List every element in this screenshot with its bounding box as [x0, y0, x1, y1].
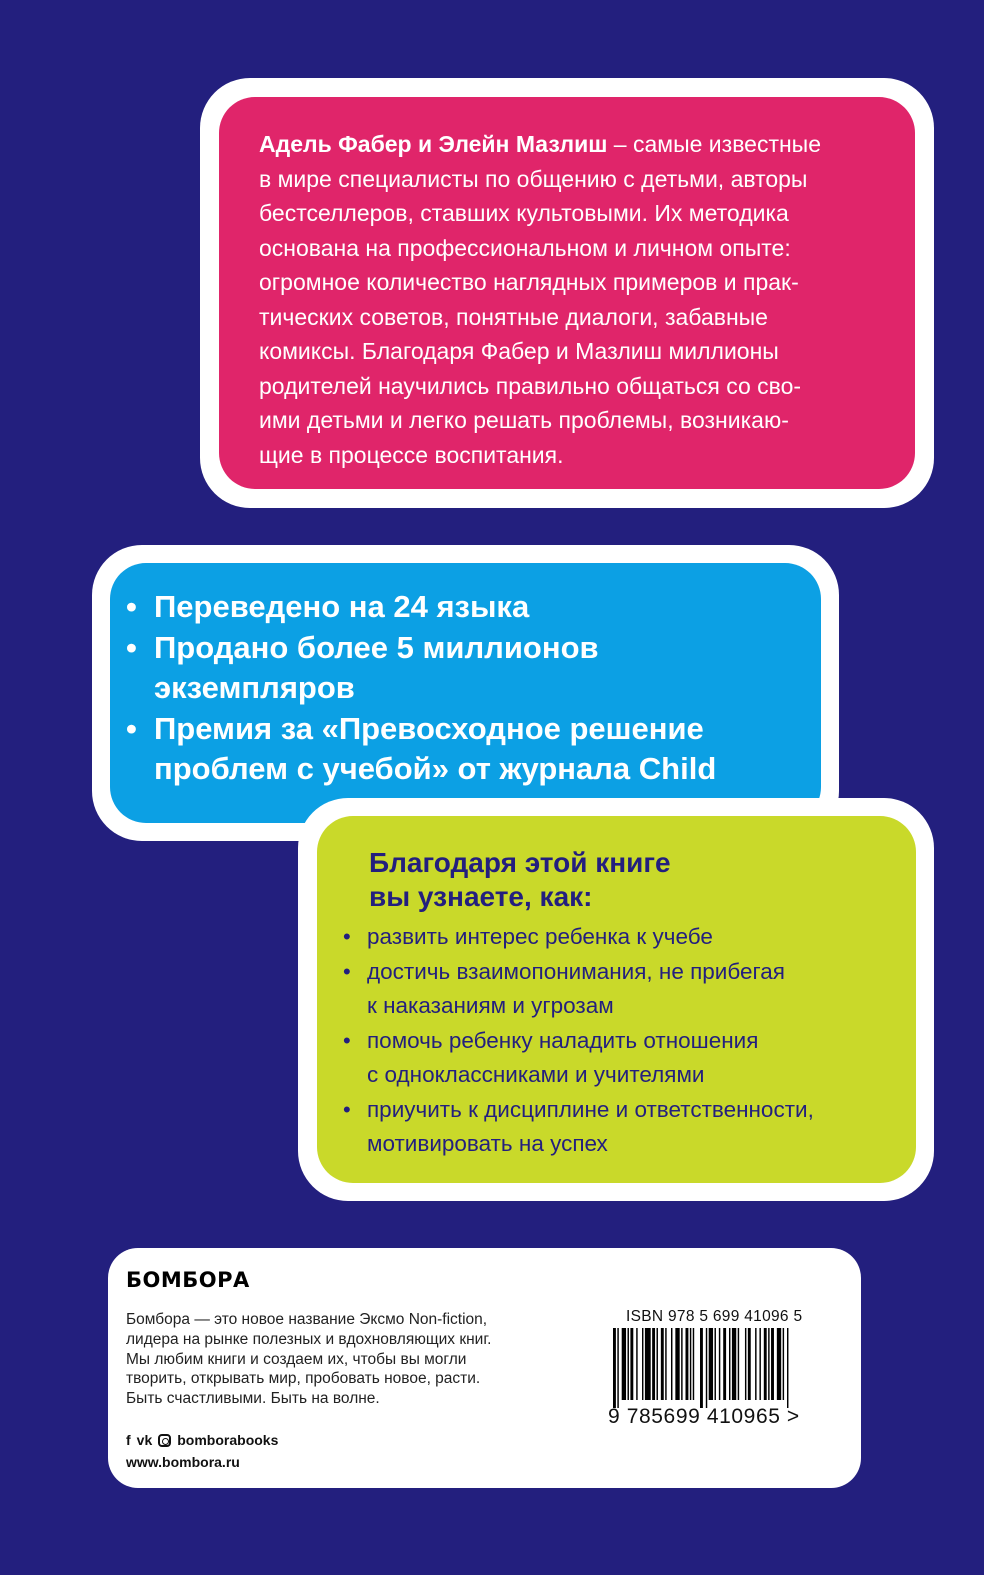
highlight-text: экземпляров: [154, 670, 355, 705]
authors-line: тических советов, понятные диалоги, забавные: [259, 303, 768, 330]
barcode-bar: [652, 1328, 655, 1400]
facebook-icon[interactable]: f: [126, 1432, 131, 1448]
barcode-bar: [671, 1328, 672, 1400]
barcode-bar: [675, 1328, 679, 1400]
barcode-bar: [787, 1328, 788, 1408]
barcode-bar: [723, 1328, 726, 1400]
authors-line: бестселлеров, ставших культовыми. Их методика: [259, 200, 789, 226]
benefit-text: с одноклассниками и учителями: [367, 1062, 705, 1087]
authors-line: ими детьми и легко решать проблемы, возникаю-: [259, 407, 789, 433]
benefits-heading-line: Благодаря этой книге: [369, 847, 671, 878]
barcode-bar: [748, 1328, 751, 1400]
vk-icon[interactable]: vk: [136, 1432, 153, 1448]
benefit-item: [339, 920, 909, 955]
authors-names: Адель Фабер и Элейн Мазлиш: [259, 131, 608, 157]
barcode-bar: [630, 1328, 633, 1400]
barcode-bar: [681, 1328, 682, 1400]
barcode-bar: [768, 1328, 769, 1400]
barcode-bar: [686, 1328, 689, 1400]
barcode-bar: [661, 1328, 664, 1400]
barcode-bar: [759, 1328, 760, 1400]
barcode-bar: [745, 1328, 746, 1400]
barcode-bar: [700, 1328, 703, 1408]
barcode-bar: [617, 1328, 618, 1408]
barcode-bar: [771, 1328, 774, 1400]
barcode-bar: [709, 1328, 713, 1400]
publisher-description-line: Бомбора — это новое название Эксмо Non-fiction,: [126, 1311, 488, 1328]
barcode-bar: [755, 1328, 756, 1400]
authors-line-text: – самые известные: [607, 131, 821, 157]
barcode-bar: [729, 1328, 730, 1400]
barcode-bar: [764, 1328, 767, 1400]
barcode-bar: [636, 1328, 637, 1400]
publisher-info-card: [108, 1248, 861, 1488]
barcode-bar: [706, 1328, 707, 1408]
highlight-item: [124, 628, 814, 709]
authors-description: [259, 127, 889, 472]
benefit-text: к наказаниям и угрозам: [367, 993, 614, 1018]
barcode-bar: [783, 1328, 784, 1400]
barcode-bar: [657, 1328, 658, 1400]
highlights-list: [124, 587, 814, 790]
authors-line: огромное количество наглядных примеров и прак-: [259, 269, 799, 295]
benefits-heading: [369, 846, 671, 914]
barcode-bar: [642, 1328, 643, 1400]
benefit-item: [339, 1024, 909, 1093]
barcode-image: [611, 1328, 839, 1408]
barcode-bar: [645, 1328, 651, 1400]
highlight-item: [124, 587, 814, 628]
barcode-bar: [613, 1328, 616, 1408]
highlight-item: [124, 709, 814, 790]
benefit-text: • достичь взаимопонимания, не прибегая: [367, 958, 785, 984]
barcode-bar: [715, 1328, 716, 1400]
benefits-card: [317, 816, 916, 1183]
barcode-bar: [777, 1328, 781, 1400]
barcode-bar: [665, 1328, 666, 1400]
barcode-bar: [738, 1328, 739, 1400]
benefit-item: [339, 1093, 909, 1162]
benefit-text: • помочь ребенку наладить отношения: [367, 1027, 759, 1053]
barcode-bar: [732, 1328, 736, 1400]
barcode-bar: [693, 1328, 694, 1400]
authors-card: [219, 97, 915, 489]
publisher-description-line: лидера на рынке полезных и вдохновляющих книг.: [126, 1330, 492, 1348]
barcode-bar: [690, 1328, 691, 1400]
publisher-description-line: Быть счастливыми. Быть на волне.: [126, 1390, 380, 1408]
social-handle[interactable]: bomborabooks: [177, 1432, 279, 1448]
benefit-text: • приучить к дисциплине и ответственности,: [367, 1096, 814, 1122]
authors-line: щие в процессе воспитания.: [259, 441, 564, 468]
social-links: [126, 1432, 278, 1448]
publisher-logo: БОМБОРА: [126, 1268, 250, 1292]
highlight-text: • Продано более 5 миллионов: [154, 629, 599, 665]
benefit-text: мотивировать на успех: [367, 1131, 608, 1156]
benefit-item: [339, 955, 909, 1024]
highlights-card: [110, 563, 821, 823]
authors-line: основана на профессиональном и личном опыте:: [259, 234, 791, 261]
barcode-bar: [622, 1328, 626, 1400]
benefit-text: • развить интерес ребенка к учебе: [367, 924, 713, 949]
publisher-description-line: творить, открывать мир, пробовать новое, расти.: [126, 1370, 481, 1388]
publisher-description-line: Мы любим книги и создаем их, чтобы вы могли: [126, 1350, 467, 1368]
highlight-text: • Переведено на 24 языка: [154, 589, 530, 624]
instagram-icon[interactable]: [158, 1434, 171, 1447]
authors-line: в мире специалисты по общению с детьми, авторы: [259, 165, 808, 192]
authors-line: [259, 127, 889, 162]
barcode-bar: [628, 1328, 629, 1400]
authors-line: родителей научились правильно общаться со сво-: [259, 372, 802, 399]
benefits-heading-line: вы узнаете, как:: [369, 881, 593, 912]
highlight-text: • Премия за «Превосходное решение: [154, 710, 704, 746]
highlight-text: проблем с учебой» от журнала Child: [154, 751, 717, 786]
barcode-digits: 9 785699 410965 >: [608, 1405, 800, 1428]
publisher-description: [126, 1310, 596, 1409]
publisher-website-link[interactable]: www.bombora.ru: [126, 1454, 240, 1470]
benefits-list: [339, 920, 909, 1162]
barcode-bar: [719, 1328, 720, 1400]
authors-line: комиксы. Благодаря Фабер и Мазлиш миллионы: [259, 338, 779, 364]
isbn-label: ISBN 978 5 699 41096 5: [626, 1308, 803, 1325]
